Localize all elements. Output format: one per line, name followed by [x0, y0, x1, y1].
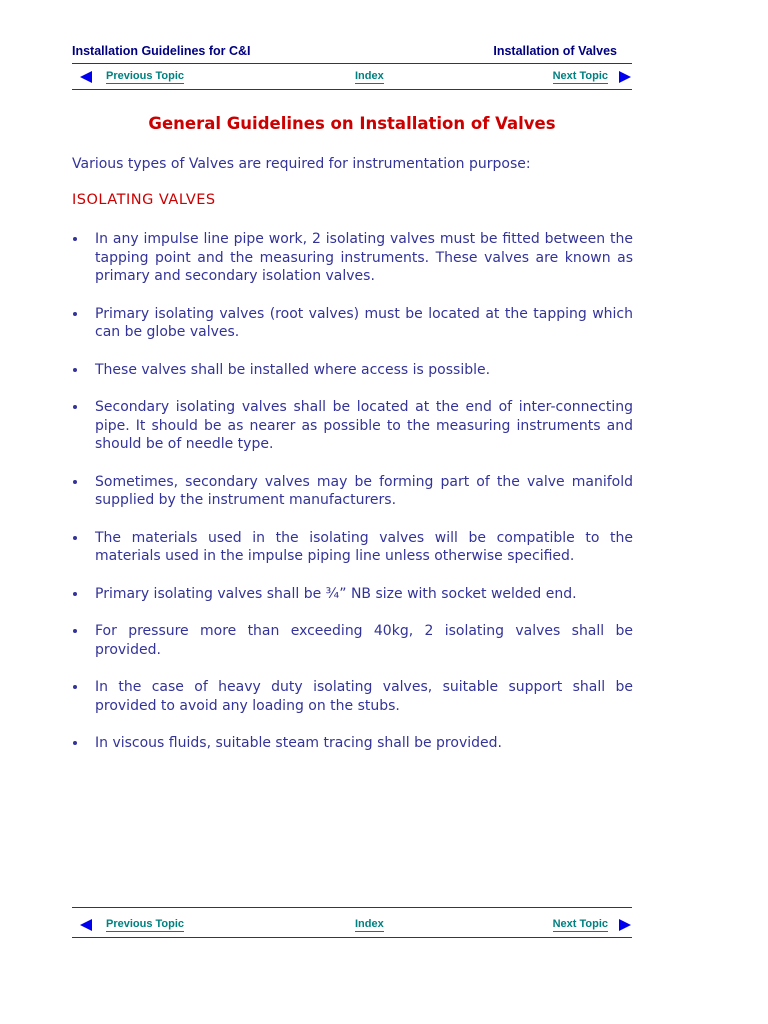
intro-text: Various types of Valves are required for instrumentation purpose:: [72, 156, 531, 172]
list-item: Secondary isolating valves shall be located at the end of inter-connecting pipe. It should be as nearer as possible to the measuring instruments and should be of needle type.: [72, 398, 633, 454]
footer-divider-bottom: [72, 937, 632, 938]
list-item: In viscous fluids, suitable steam tracing shall be provided.: [72, 734, 633, 753]
header-right-title: Installation of Valves: [493, 44, 617, 58]
arrow-left-icon[interactable]: [80, 919, 92, 931]
list-item: These valves shall be installed where access is possible.: [72, 361, 633, 380]
header-divider: [72, 63, 632, 64]
next-topic-link[interactable]: Next Topic: [552, 70, 608, 82]
previous-topic-link[interactable]: Previous Topic: [106, 70, 185, 82]
arrow-left-icon[interactable]: [80, 71, 92, 83]
guidelines-list: [72, 230, 633, 772]
next-topic-link[interactable]: Next Topic: [552, 918, 608, 930]
section-heading: ISOLATING VALVES: [72, 192, 216, 208]
list-item: Sometimes, secondary valves may be forming part of the valve manifold supplied by the instrument manufacturers.: [72, 473, 633, 510]
list-item: In any impulse line pipe work, 2 isolating valves must be fitted between the tapping point and the measuring instruments. These valves are known as primary and secondary isolation valves.: [72, 230, 633, 286]
index-link[interactable]: Index: [355, 918, 384, 930]
index-link[interactable]: Index: [355, 70, 384, 82]
previous-topic-link[interactable]: Previous Topic: [106, 918, 185, 930]
nav-divider-top: [72, 89, 632, 90]
page-header: [72, 44, 632, 62]
footer-divider: [72, 907, 632, 908]
list-item: In the case of heavy duty isolating valves, suitable support shall be provided to avoid any loading on the stubs.: [72, 678, 633, 715]
list-item: The materials used in the isolating valves will be compatible to the materials used in the impulse piping line unless otherwise specified.: [72, 529, 633, 566]
arrow-right-icon[interactable]: [619, 919, 631, 931]
list-item: Primary isolating valves (root valves) must be located at the tapping which can be globe valves.: [72, 305, 633, 342]
header-left-title: Installation Guidelines for C&I: [72, 44, 251, 58]
page-title: General Guidelines on Installation of Valves: [148, 114, 556, 133]
arrow-right-icon[interactable]: [619, 71, 631, 83]
list-item: For pressure more than exceeding 40kg, 2 isolating valves shall be provided.: [72, 622, 633, 659]
bottom-navigation: [72, 917, 632, 935]
list-item: Primary isolating valves shall be ¾” NB size with socket welded end.: [72, 585, 633, 604]
top-navigation: [72, 69, 632, 87]
